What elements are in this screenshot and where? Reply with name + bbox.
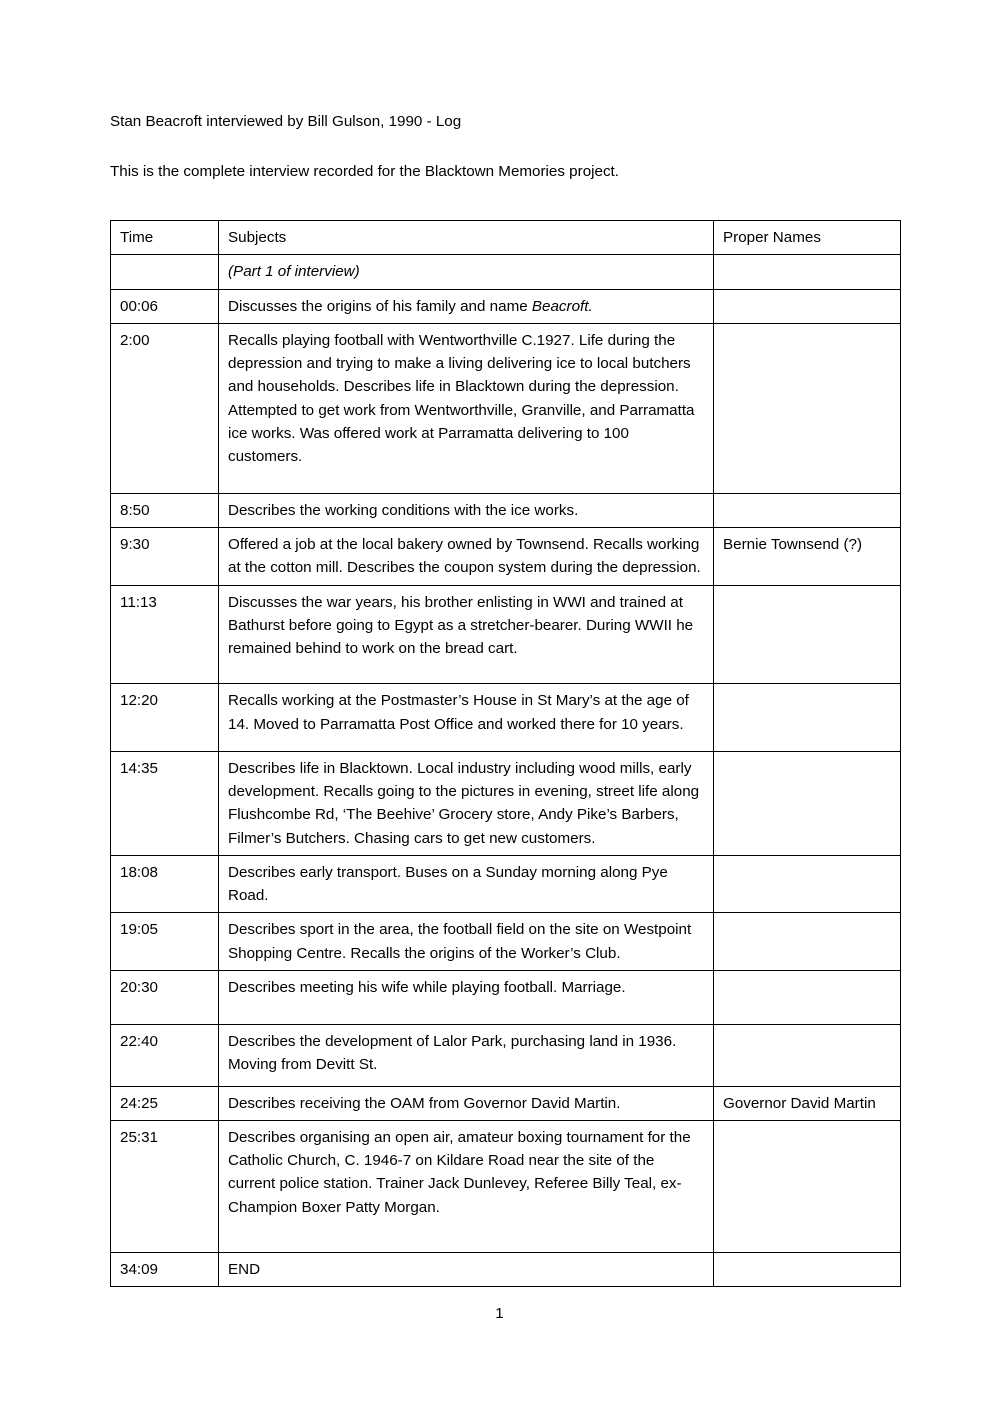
cell-subject: Discusses the war years, his brother enlisting in WWI and trained at Bathurst before going to Egypt as a stretcher-bearer. During WWII he remained behind to work on the bread cart.: [219, 585, 714, 684]
cell-subject: Describes the development of Lalor Park, purchasing land in 1936. Moving from Devitt St.: [219, 1025, 714, 1087]
cell-subject: Discusses the origins of his family and name Beacroft.: [219, 289, 714, 323]
cell-time: 11:13: [111, 585, 219, 684]
table-row: [111, 493, 901, 527]
cell-time: 12:20: [111, 684, 219, 752]
emphasised-text: Beacroft.: [531, 297, 593, 315]
cell-time: 20:30: [111, 970, 219, 1024]
table-row: [111, 970, 901, 1024]
column-header-time: Time: [111, 221, 219, 255]
cell-proper-names: [714, 1120, 901, 1252]
cell-time: 2:00: [111, 323, 219, 493]
cell-proper-names: [714, 855, 901, 913]
table-row: [111, 1120, 901, 1252]
cell-time: 22:40: [111, 1025, 219, 1087]
cell-time: 24:25: [111, 1086, 219, 1120]
cell-time: 34:09: [111, 1252, 219, 1286]
cell-subject: Recalls working at the Postmaster’s House in St Mary’s at the age of 14. Moved to Parramatta Post Office and worked there for 10 years.: [219, 684, 714, 752]
document-subtitle: This is the complete interview recorded for the Blacktown Memories project.: [110, 163, 619, 181]
cell-proper-names: [714, 751, 901, 855]
cell-time: 8:50: [111, 493, 219, 527]
cell-proper-names: Governor David Martin: [714, 1086, 901, 1120]
cell-subject: Describes meeting his wife while playing football. Marriage.: [219, 970, 714, 1024]
cell-time: 18:08: [111, 855, 219, 913]
cell-time: 19:05: [111, 913, 219, 971]
cell-proper-names: [714, 289, 901, 323]
cell-time: 14:35: [111, 751, 219, 855]
column-header-subjects: Subjects: [219, 221, 714, 255]
cell-subject: [219, 255, 714, 289]
cell-proper-names: [714, 1025, 901, 1087]
table-row: [111, 255, 901, 289]
cell-proper-names: [714, 323, 901, 493]
table-row: [111, 1086, 901, 1120]
cell-subject: Describes the working conditions with the ice works.: [219, 493, 714, 527]
cell-subject: Describes organising an open air, amateur boxing tournament for the Catholic Church, C. 1946-7 on Kildare Road near the site of the current police station. Trainer Jack Dunlevey, Referee Billy Teal, ex-Champion Boxer Patty Morgan.: [219, 1120, 714, 1252]
cell-subject: Describes sport in the area, the football field on the site on Westpoint Shopping Centre. Recalls the origins of the Worker’s Club.: [219, 913, 714, 971]
cell-proper-names: [714, 1252, 901, 1286]
table-row: [111, 1025, 901, 1087]
cell-subject: Describes receiving the OAM from Governor David Martin.: [219, 1086, 714, 1120]
table-header-row: [111, 221, 901, 255]
table-row: [111, 684, 901, 752]
cell-proper-names: [714, 913, 901, 971]
cell-proper-names: Bernie Townsend (?): [714, 528, 901, 586]
table-row: [111, 751, 901, 855]
cell-subject: Describes early transport. Buses on a Sunday morning along Pye Road.: [219, 855, 714, 913]
cell-subject: END: [219, 1252, 714, 1286]
document-body: [110, 112, 900, 1287]
table-row: [111, 528, 901, 586]
emphasised-text: (Part 1 of interview): [228, 263, 360, 281]
cell-subject: Describes life in Blacktown. Local industry including wood mills, early development. Recalls going to the pictures in evening, street life along Flushcombe Rd, ‘The Beehive’ Grocery store, Andy Pike’s Barbers, Filmer’s Butchers. Chasing cars to get new customers.: [219, 751, 714, 855]
cell-subject: Offered a job at the local bakery owned by Townsend. Recalls working at the cotton mill. Describes the coupon system during the depression.: [219, 528, 714, 586]
table-row: [111, 323, 901, 493]
interview-log-table: [110, 220, 901, 1287]
table-header: [111, 221, 901, 255]
table-row: [111, 1252, 901, 1286]
cell-time: 00:06: [111, 289, 219, 323]
table-row: [111, 855, 901, 913]
table-row: [111, 913, 901, 971]
cell-proper-names: [714, 684, 901, 752]
cell-subject: Recalls playing football with Wentworthville C.1927. Life during the depression and trying to make a living delivering ice to local butchers and households. Describes life in Blacktown during the depression. Attempted to get work from Wentworthville, Granville, and Parramatta ice works. Was offered work at Parramatta delivering to 100 customers.: [219, 323, 714, 493]
cell-time: [111, 255, 219, 289]
cell-proper-names: [714, 493, 901, 527]
table-body: [111, 255, 901, 1287]
table-row: [111, 585, 901, 684]
page-number: 1: [495, 1305, 504, 1322]
cell-time: 9:30: [111, 528, 219, 586]
cell-proper-names: [714, 255, 901, 289]
page-title: Stan Beacroft interviewed by Bill Gulson, 1990 - Log: [110, 113, 462, 130]
column-header-proper-names: Proper Names: [714, 221, 901, 255]
table-row: [111, 289, 901, 323]
cell-time: 25:31: [111, 1120, 219, 1252]
cell-proper-names: [714, 970, 901, 1024]
cell-proper-names: [714, 585, 901, 684]
